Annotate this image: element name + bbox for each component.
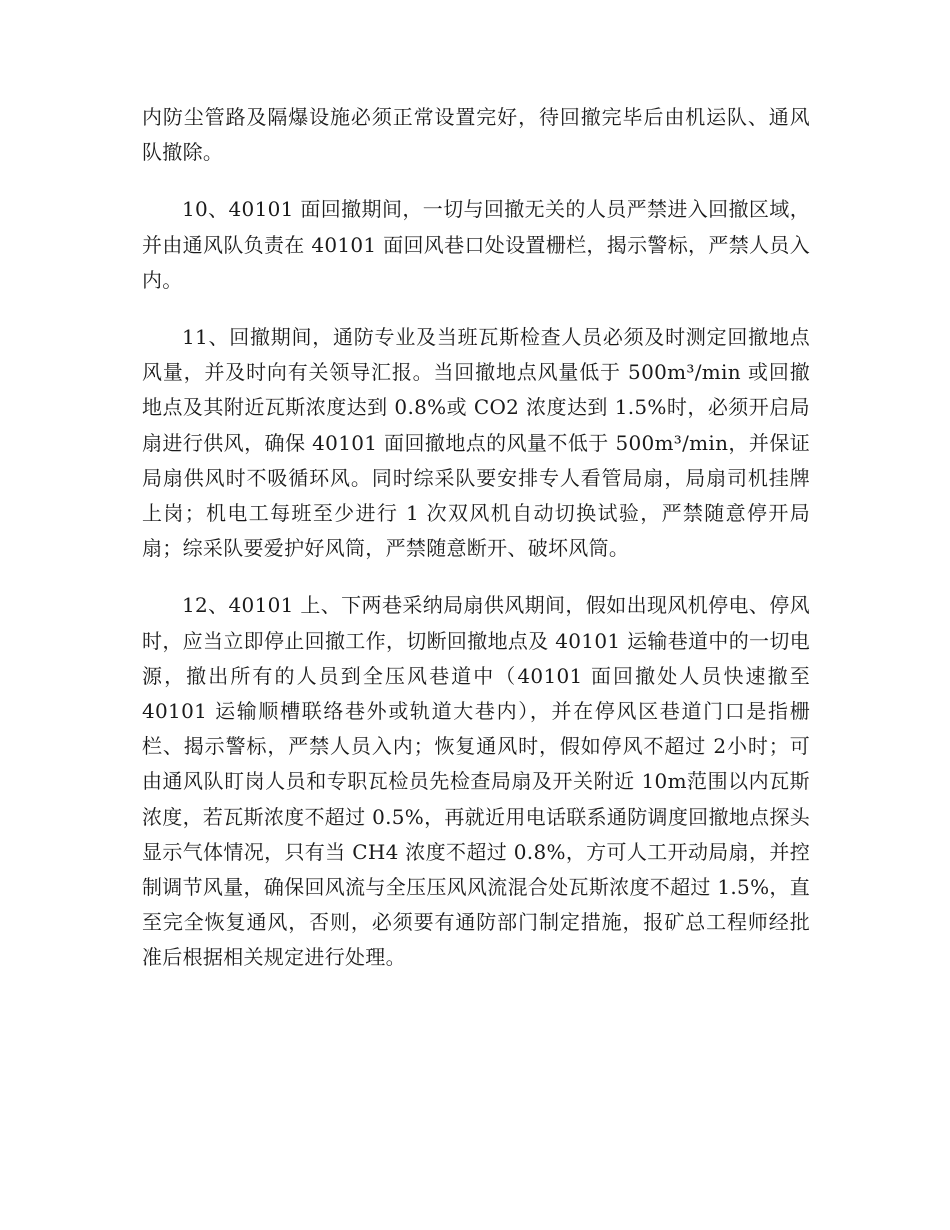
paragraph-item-12: 12、40101 上、下两巷采纳局扇供风期间，假如出现风机停电、停风时，应当立即停止回撤工作，切断回撤地点及 40101 运输巷道中的一切电源，撤出所有的人员到全压风巷道中（40101 面回撤处人员快速撤至 40101 运输顺槽联络巷外或轨道大巷内），并在停风区巷道门口是指栅栏、揭示警标，严禁人员入内；恢复通风时，假如停风不超过 2小时；可由通风队盯岗人员和专职瓦检员先检查局扇及开关附近 10m范围以内瓦斯浓度，若瓦斯浓度不超过 0.5%，再就近用电话联系通防调度回撤地点探头显示气体情况，只有当 CH4 浓度不超过 0.8%，方可人工开动局扇，并控制调节风量，确保回风流与全压压风风流混合处瓦斯浓度不超过 1.5%，直至完全恢复通风，否则，必须要有通防部门制定措施，报矿总工程师经批准后根据相关规定进行处理。 (142, 593, 810, 970)
paragraph-continuation: 内防尘管路及隔爆设施必须正常设置完好，待回撤完毕后由机运队、通风队撤除。 (142, 105, 810, 165)
paragraph-item-10: 10、40101 面回撤期间，一切与回撤无关的人员严禁进入回撤区域，并由通风队负责在 40101 面回风巷口处设置栅栏，揭示警标，严禁人员入内。 (142, 197, 810, 292)
document-page (142, 100, 810, 998)
paragraph-item-11: 11、回撤期间，通防专业及当班瓦斯检查人员必须及时测定回撤地点风量，并及时向有关领导汇报。当回撤地点风量低于 500m³/min 或回撤地点及其附近瓦斯浓度达到 0.8%或 CO2 浓度达到 1.5%时，必须开启局扇进行供风，确保 40101 面回撤地点的风量不低于 500m³/min，并保证局扇供风时不吸循环风。同时综采队要安排专人看管局扇，局扇司机挂牌上岗；机电工每班至少进行 1 次双风机自动切换试验，严禁随意停开局扇；综采队要爱护好风筒，严禁随意断开、破坏风筒。 (142, 325, 810, 561)
